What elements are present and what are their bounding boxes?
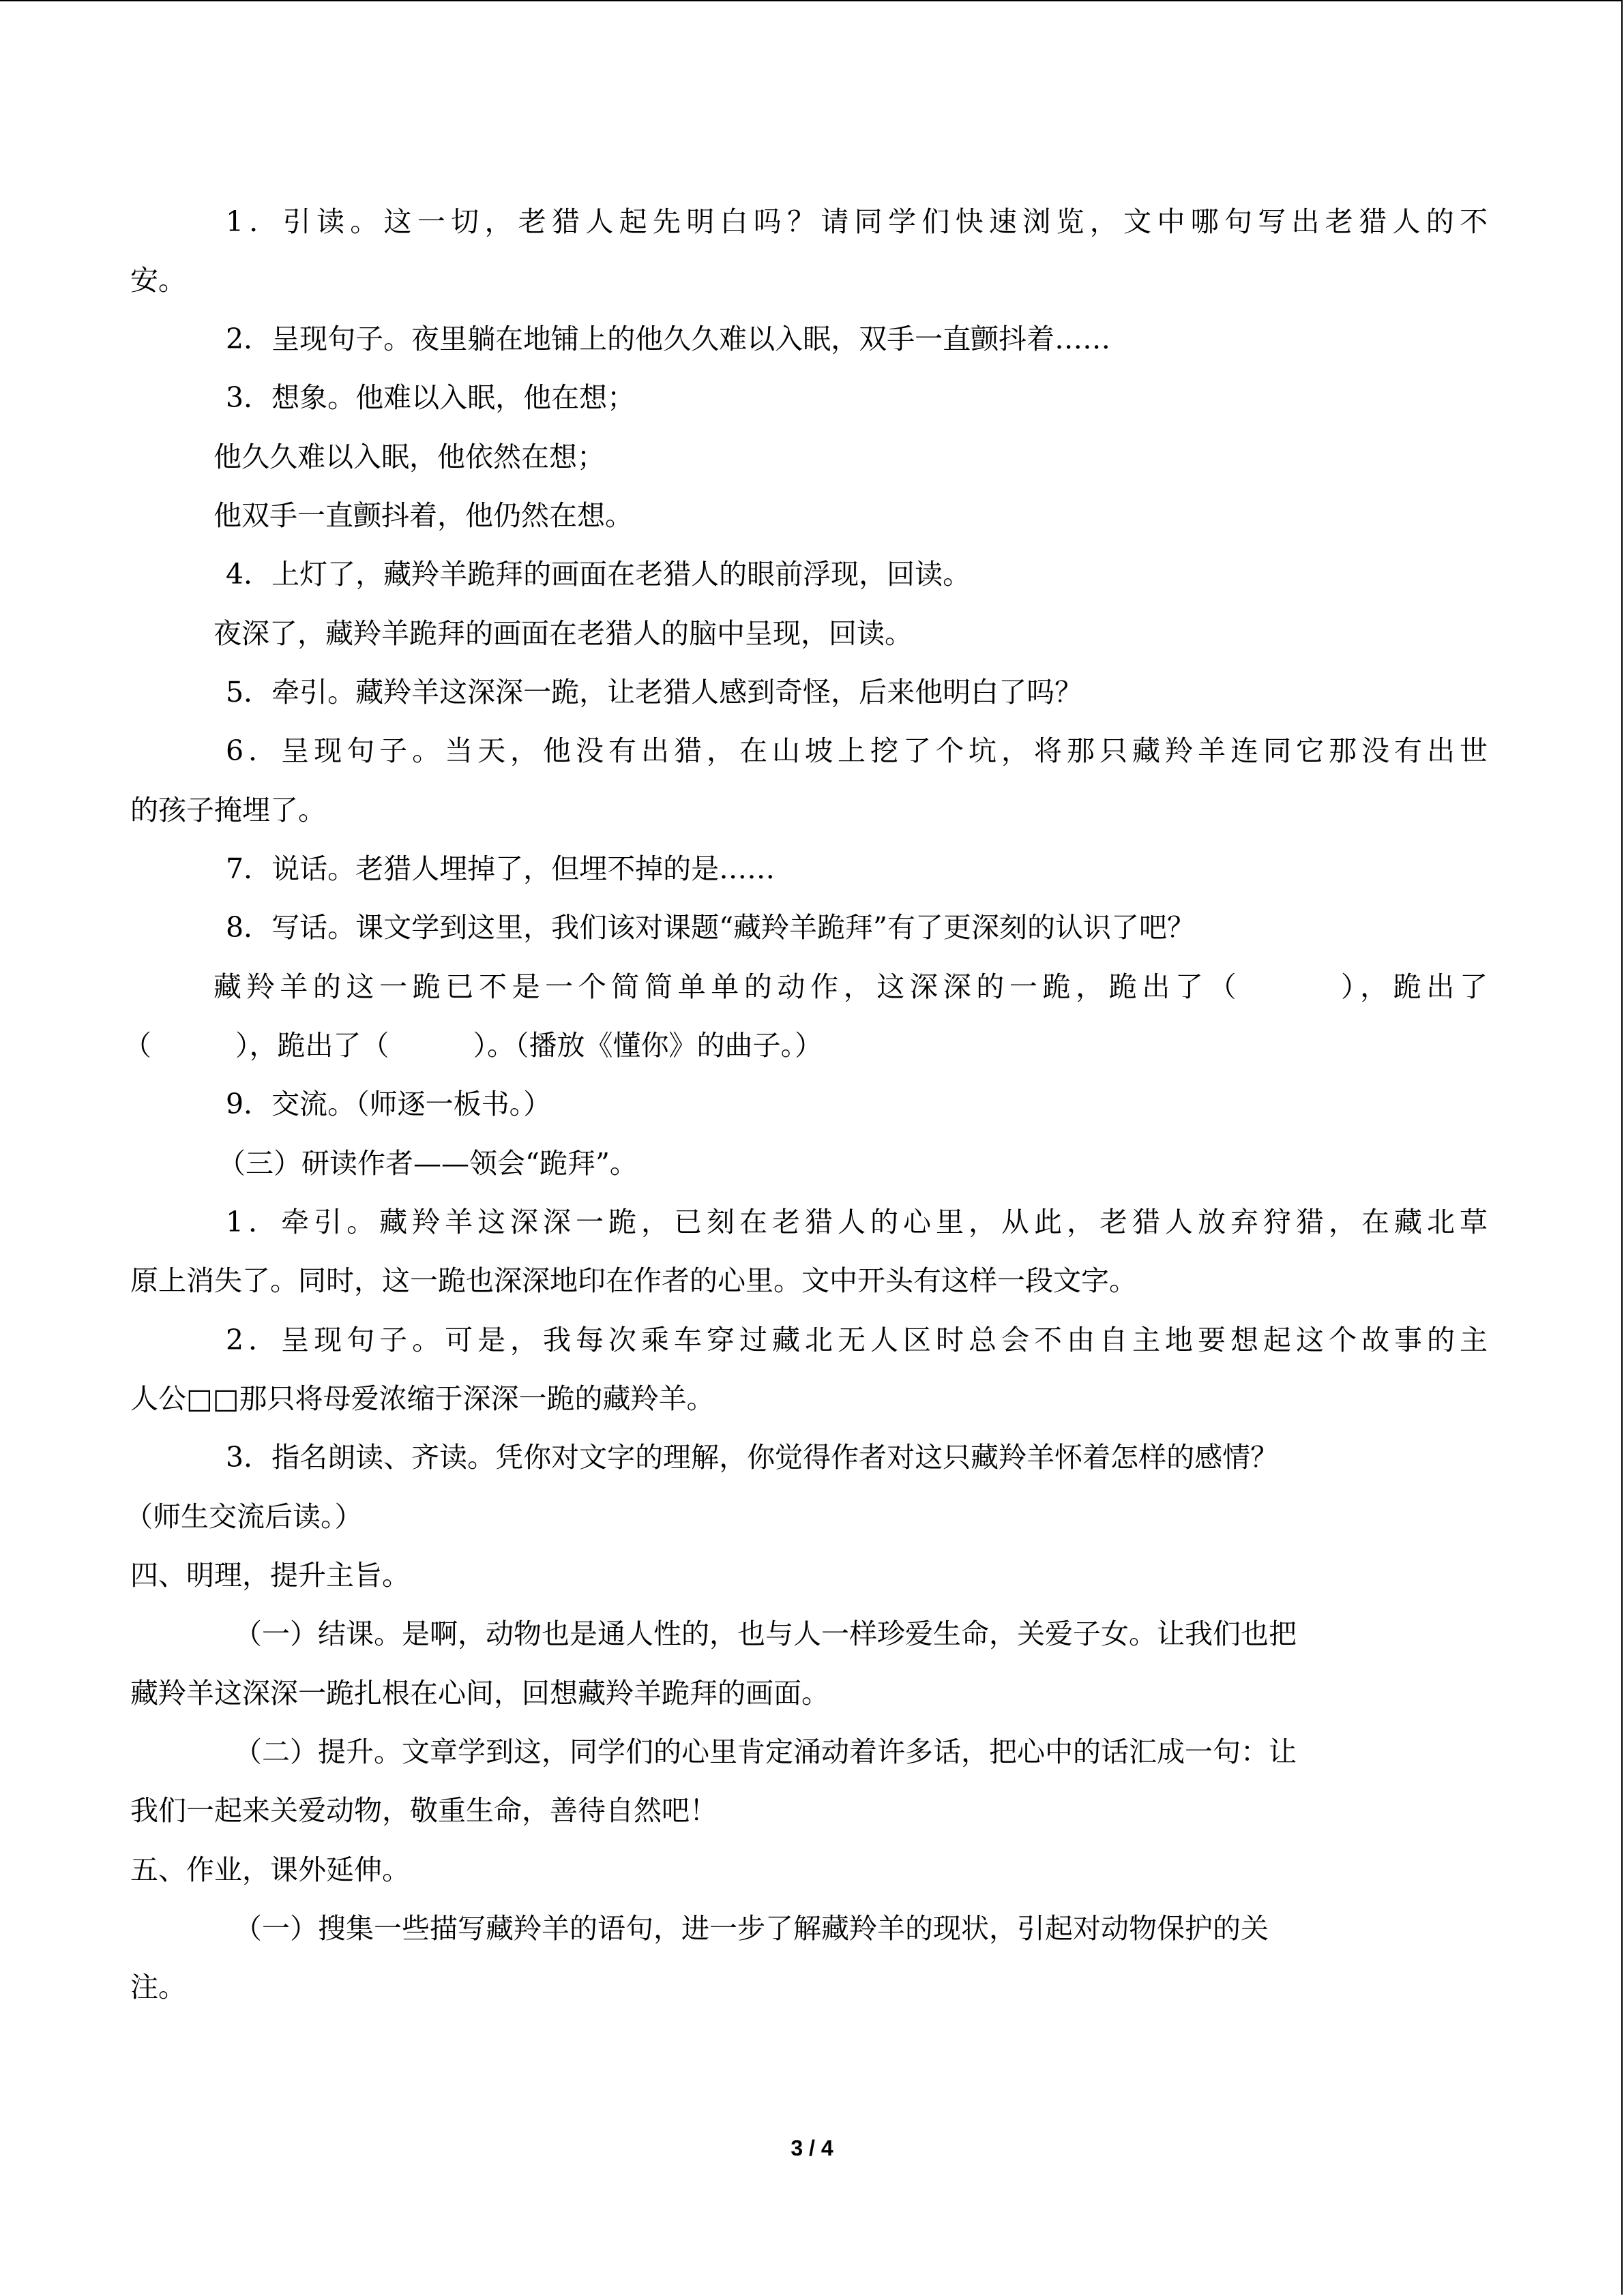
paragraph-line: 我们一起来关爱动物，敬重生命，善待自然吧！ [130,1794,718,1827]
paragraph-line: 6．呈现句子。当天，他没有出猎，在山坡上挖了个坑，将那只藏羚羊连同它那没有出世 [226,734,1488,767]
paragraph-line: 3．想象。他难以入眠，他在想； [226,381,636,414]
paragraph-line: 2．呈现句子。夜里躺在地铺上的他久久难以入眠，双手一直颤抖着…… [226,323,1111,355]
section-heading: 四、明理，提升主旨。 [130,1559,410,1592]
paragraph-line: （一）搜集一些描写藏羚羊的语句，进一步了解藏羚羊的现状，引起对动物保护的关 [234,1912,1269,1945]
paragraph-line: （ ），跪出了（ ）。（播放《懂你》的曲子。） [123,1029,823,1062]
paragraph-line: 4．上灯了，藏羚羊跪拜的画面在老猎人的眼前浮现，回读。 [226,558,971,591]
paragraph-line: 的孩子掩埋了。 [130,794,326,826]
paragraph-line: 9．交流。（师逐一板书。） [226,1088,552,1120]
paragraph-line: 原上消失了。同时，这一跪也深深地印在作者的心里。文中开头有这样一段文字。 [130,1264,1137,1297]
paragraph-line: 他久久难以入眠，他依然在想； [213,441,605,473]
paragraph-line: 人公□□那只将母爱浓缩于深深一跪的藏羚羊。 [130,1382,715,1415]
paragraph-line: 藏羚羊这深深一跪扎根在心间，回想藏羚羊跪拜的画面。 [130,1677,829,1710]
paragraph-line: 1．引读。这一切，老猎人起先明白吗？请同学们快速浏览，文中哪句写出老猎人的不 [226,205,1488,238]
paragraph-line: 藏羚羊的这一跪已不是一个简简单单的动作，这深深的一跪，跪出了（ ），跪出了 [213,970,1488,1003]
page-number: 3 / 4 [791,2136,833,2160]
paragraph-line: 1．牵引。藏羚羊这深深一跪，已刻在老猎人的心里，从此，老猎人放弃狩猎，在藏北草 [226,1206,1488,1238]
paragraph-line: （二）提升。文章学到这，同学们的心里肯定涌动着许多话，把心中的话汇成一句：让 [234,1735,1297,1768]
section-heading: （三）研读作者——领会“跪拜”。 [218,1147,638,1180]
paragraph-line: 2．呈现句子。可是，我每次乘车穿过藏北无人区时总会不由自主地要想起这个故事的主 [226,1324,1488,1356]
paragraph-line: （师生交流后读。） [125,1500,363,1533]
paragraph-line: 3．指名朗读、齐读。凭你对文字的理解，你觉得作者对这只藏羚羊怀着怎样的感情？ [226,1441,1279,1474]
paragraph-line: 5．牵引。藏羚羊这深深一跪，让老猎人感到奇怪，后来他明白了吗？ [226,676,1083,709]
paragraph-line: 夜深了，藏羚羊跪拜的画面在老猎人的脑中呈现，回读。 [213,617,913,650]
paragraph-line: 7．说话。老猎人埋掉了，但埋不掉的是…… [226,852,776,885]
section-heading: 五、作业，课外延伸。 [130,1853,410,1886]
paragraph-line: 安。 [130,264,186,297]
paragraph-line: 注。 [130,1971,186,2003]
paragraph-line: （一）结课。是啊，动物也是通人性的，也与人一样珍爱生命，关爱子女。让我们也把 [234,1617,1297,1650]
paragraph-line: 8．写话。课文学到这里，我们该对课题“藏羚羊跪拜”有了更深刻的认识了吧？ [226,911,1196,944]
paragraph-line: 他双手一直颤抖着，他仍然在想。 [213,499,633,532]
